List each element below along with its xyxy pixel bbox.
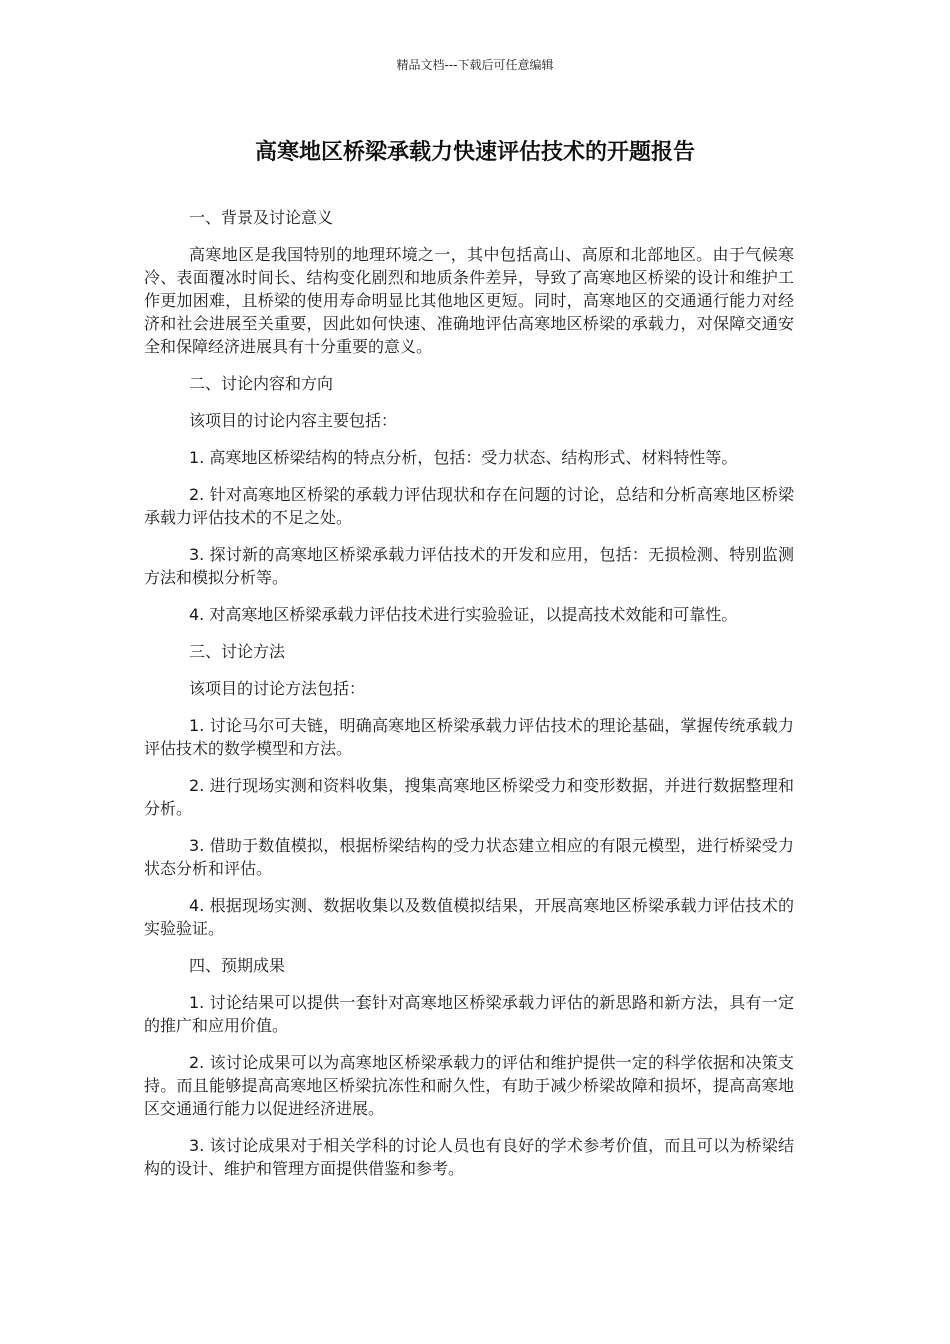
- list-item-results-1: 1. 讨论结果可以提供一套针对高寒地区桥梁承载力评估的新思路和新方法，具有一定的推广和应用价值。: [144, 993, 794, 1035]
- list-item-content-3: 3. 探讨新的高寒地区桥梁承载力评估技术的开发和应用，包括：无损检测、特别监测方法和模拟分析等。: [144, 545, 794, 587]
- list-item-content-4: 4. 对高寒地区桥梁承载力评估技术进行实验验证，以提高技术效能和可靠性。: [189, 605, 738, 624]
- paragraph-background: 高寒地区是我国特别的地理环境之一，其中包括高山、高原和北部地区。由于气候寒冷、表面覆冰时间长、结构变化剧烈和地质条件差异，导致了高寒地区桥梁的设计和维护工作更加困难，且桥梁的使用寿命明显比其他地区更短。同时，高寒地区的交通通行能力对经济和社会进展至关重要，因此如何快速、准确地评估高寒地区桥梁的承载力，对保障交通安全和保障经济进展具有十分重要的意义。: [144, 245, 794, 356]
- section-heading-background: 一、背景及讨论意义: [189, 208, 334, 227]
- list-item-method-1: 1. 讨论马尔可夫链，明确高寒地区桥梁承载力评估技术的理论基础，掌握传统承载力评估技术的数学模型和方法。: [144, 716, 794, 758]
- section-heading-content: 二、讨论内容和方向: [189, 374, 334, 393]
- list-item-method-2: 2. 进行现场实测和资料收集，搜集高寒地区桥梁受力和变形数据，并进行数据整理和分析。: [144, 776, 794, 818]
- paragraph-method-intro: 该项目的讨论方法包括：: [189, 679, 366, 698]
- list-item-content-2: 2. 针对高寒地区桥梁的承载力评估现状和存在问题的讨论，总结和分析高寒地区桥梁承载力评估技术的不足之处。: [144, 485, 794, 527]
- list-item-results-3: 3. 该讨论成果对于相关学科的讨论人员也有良好的学术参考价值，而且可以为桥梁结构的设计、维护和管理方面提供借鉴和参考。: [144, 1136, 794, 1178]
- list-item-method-4: 4. 根据现场实测、数据收集以及数值模拟结果，开展高寒地区桥梁承载力评估技术的实验验证。: [144, 896, 794, 938]
- list-item-method-3: 3. 借助于数值模拟，根据桥梁结构的受力状态建立相应的有限元模型，进行桥梁受力状态分析和评估。: [144, 836, 794, 878]
- paragraph-content-intro: 该项目的讨论内容主要包括：: [189, 411, 398, 430]
- document-body: [144, 206, 794, 1194]
- list-item-content-1: 1. 高寒地区桥梁结构的特点分析，包括：受力状态、结构形式、材料特性等。: [189, 448, 738, 467]
- header-note: 精品文档---下载后可任意编辑: [396, 58, 554, 72]
- section-heading-results: 四、预期成果: [189, 956, 286, 975]
- document-title: 高寒地区桥梁承载力快速评估技术的开题报告: [254, 140, 695, 165]
- list-item-results-2: 2. 该讨论成果可以为高寒地区桥梁承载力的评估和维护提供一定的科学依据和决策支持。而且能够提高高寒地区桥梁抗冻性和耐久性，有助于减少桥梁故障和损坏，提高高寒地区交通通行能力以促进经济进展。: [144, 1053, 794, 1118]
- section-heading-method: 三、讨论方法: [189, 642, 286, 661]
